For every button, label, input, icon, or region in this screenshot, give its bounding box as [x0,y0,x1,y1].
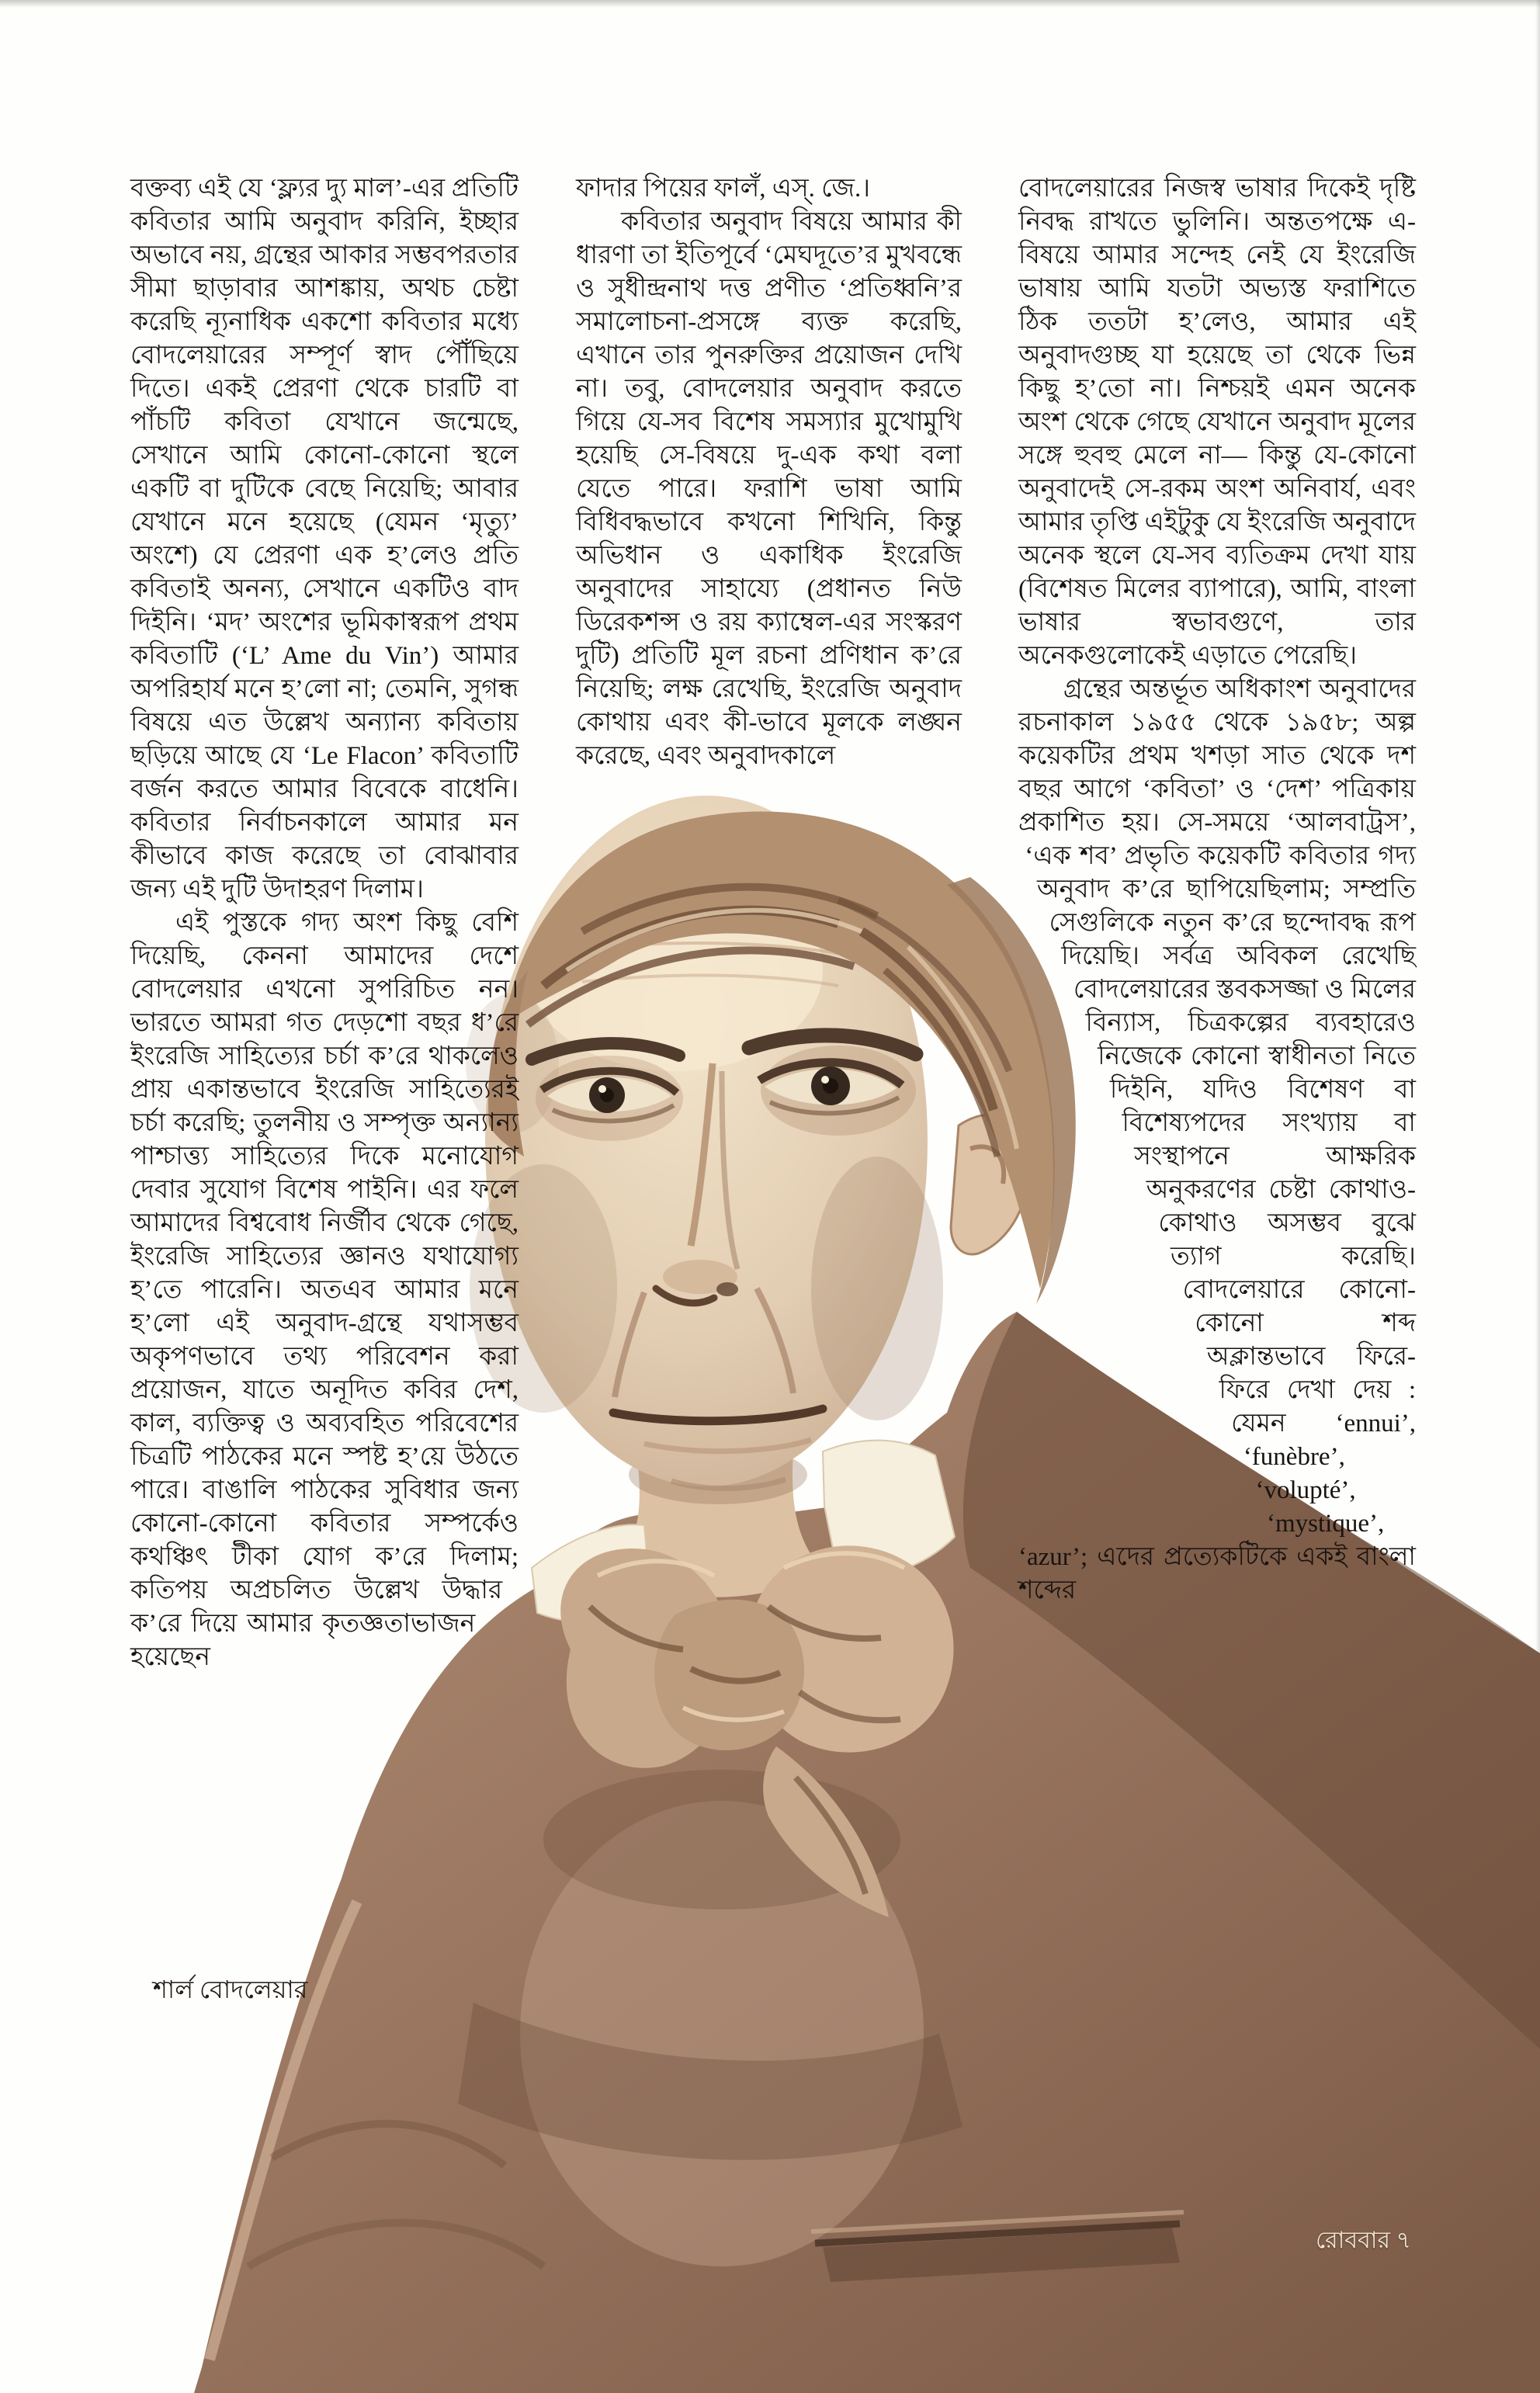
paragraph: বক্তব্য এই যে ‘ফ্ল্যর দ্যু মাল’-এর প্রতিটি কবিতার আমি অনুবাদ করিনি, ইচ্ছার অভাবে নয়, গ্রন্থের আকার সম্ভবপরতার সীমা ছাড়াবার আশঙ্কায়, অথচ চেষ্টা করেছি ন্যূনাধিক একশো কবিতার মধ্যে বোদলেয়ারের সম্পূর্ণ স্বাদ পৌঁছিয়ে দিতে। একই প্রেরণা থেকে চারটি বা পাঁচটি কবিতা যেখানে জন্মেছে, সেখানে আমি কোনো-কোনো স্থলে একটি বা দুটিকে বেছে নিয়েছি; আবার যেখানে মনে হয়েছে (যেমন ‘মৃত্যু’ অংশে) যে প্রেরণা এক হ’লেও প্রতি কবিতাই অনন্য, সেখানে একটিও বাদ দিইনি। ‘মদ’ অংশের ভূমিকাস্বরূপ প্রথম কবিতাটি (‘L’ Ame du Vin’) আমার অপরিহার্য মনে হ’লো না; তেমনি, সুগন্ধ বিষয়ে এত উল্লেখ অন্যান্য কবিতায় ছড়িয়ে আছে যে ‘Le Flacon’ কবিতাটি বর্জন করতে আমার বিবেকে বাধেনি। কবিতার নির্বাচনকালে আমার মন কীভাবে কাজ করেছে তা বোঝাবার জন্য এই দুটি উদাহরণ দিলাম। [130,175,519,903]
paragraph: এই পুস্তকে গদ্য অংশ কিছু বেশি দিয়েছি, কেননা আমাদের দেশে বোদলেয়ার এখনো সুপরিচিত নন। ভারতে আমরা গত দেড়শো বছর ধ’রে ইংরেজি সাহিত্যের চর্চা ক’রে থাকলেও প্রায় একান্তভাবে ইংরেজি সাহিত্যেরই চর্চা করেছি; তুলনীয় ও সম্পৃক্ত অন্যান্য পাশ্চাত্ত্য সাহিত্যের দিকে মনোযোগ দেবার সুযোগ বিশেষ পাইনি। এর ফলে আমাদের বিশ্ববোধ নির্জীব থেকে গেছে, ইংরেজি সাহিত্যের জ্ঞানও যথাযোগ্য হ’তে পারেনি। অতএব আমার মনে হ’লো এই অনুবাদ-গ্রন্থে যথাসম্ভব অকৃপণভাবে তথ্য পরিবেশন করা প্রয়োজন, যাতে অনূদিত কবির দেশ, কাল, ব্যক্তিত্ব ও অব্যবহিত পরিবেশের চিত্রটি পাঠকের মনে স্পষ্ট হ’য়ে উঠতে পারে। বাঙালি পাঠকের সুবিধার জন্য কোনো-কোনো কবিতার সম্পর্কেও কথঞ্চিৎ টীকা যোগ ক’রে দিলাম; কতিপয় অপ্রচলিত উল্লেখ উদ্ধার ক’রে দিয়ে আমার কৃতজ্ঞতাভাজন হয়েছেন [130,909,519,1671]
page-footer: রোববার ৭ [1316,2228,1411,2253]
photo-caption: শার্ল বোদলেয়ার [153,1975,308,2003]
paragraph: গ্রন্থের অন্তর্ভূত অধিকাংশ অনুবাদের রচনাকাল ১৯৫৫ থেকে ১৯৫৮; অল্প কয়েকটির প্রথম খশড়া সাত থেকে দশ বছর আগে ‘কবিতা’ ও ‘দেশ’ পত্রিকায় প্রকাশিত হয়। সে-সময়ে ‘আলবাট্রস’, ‘এক শব’ প্রভৃতি কয়েকটি কবিতার গদ্য অনুবাদ ক’রে ছাপিয়েছিলাম; সম্প্রতি সেগুলিকে নতুন ক’রে ছন্দোবদ্ধ রূপ দিয়েছি। সর্বত্র অবিকল রেখেছি বোদলেয়ারের স্তবকসজ্জা ও মিলের বিন্যাস, চিত্রকল্পের ব্যবহারেও নিজেকে কোনো স্বাধীনতা নিতে দিইনি, যদিও বিশেষণ বা বিশেষ্যপদের সংখ্যায় বা সংস্থাপনে আক্ষরিক অনুকরণের চেষ্টা কোথাও-কোথাও অসম্ভব বুঝে ত্যাগ করেছি। বোদলেয়ারে কোনো-কোনো শব্দ অক্লান্তভাবে ফিরে-ফিরে দেখা দেয় : যেমন ‘ennui’, ‘funèbre’, ‘volupté’, ‘mystique’, ‘azur’; এদের প্রত্যেকটিকে একই বাংলা শব্দের [1018,675,1416,1604]
scan-edge-top [0,0,1540,8]
paragraph: ফাদার পিয়ের ফালঁ, এস্. জে.। [576,175,871,203]
text-column-1 [130,172,519,1818]
text-column-3 [1018,172,1416,1604]
paragraph: বোদলেয়ারের নিজস্ব ভাষার দিকেই দৃষ্টি নিবদ্ধ রাখতে ভুলিনি। অন্ততপক্ষে এ-বিষয়ে আমার সন্দেহ নেই যে ইংরেজি ভাষায় আমি যতটা অভ্যস্ত ফরাশিতে ঠিক ততটা হ’লেও, আমার এই অনুবাদগুচ্ছ যা হয়েছে তা থেকে ভিন্ন কিছু হ’তো না। নিশ্চয়ই এমন অনেক অংশ থেকে গেছে যেখানে অনুবাদ মূলের সঙ্গে হুবহু মেলে না— কিন্তু যে-কোনো অনুবাদেই সে-রকম অংশ অনিবার্য, এবং আমার তৃপ্তি এইটুকু যে ইংরেজি অনুবাদে অনেক স্থলে যে-সব ব্যতিক্রম দেখা যায় (বিশেষত মিলের ব্যাপারে), আমি, বাংলা ভাষার স্বভাবগুণে, তার অনেকগুলোকেই এড়াতে পেরেছি। [1018,175,1416,670]
text-column-2 [576,172,962,1026]
paragraph: কবিতার অনুবাদ বিষয়ে আমার কী ধারণা তা ইতিপূর্বে ‘মেঘদূতে’র মুখবন্ধে ও সুধীন্দ্রনাথ দত্ত প্রণীত ‘প্রতিধ্বনি’র সমালোচনা-প্রসঙ্গে ব্যক্ত করেছি, এখানে তার পুনরুক্তির প্রয়োজন দেখি না। তবু, বোদলেয়ার অনুবাদ করতে গিয়ে যে-সব বিশেষ সমস্যার মুখোমুখি হয়েছি সে-বিষয়ে দু-এক কথা বলা যেতে পারে। ফরাশি ভাষা আমি বিধিবদ্ধভাবে কখনো শিখিনি, কিন্তু অভিধান ও একাধিক ইংরেজি অনুবাদের সাহায্যে (প্রধানত নিউ ডিরেকশন্স ও রয় ক্যাম্বেল-এর সংস্করণ দুটি) প্রতিটি মূল রচনা প্রণিধান ক’রে নিয়েছি; লক্ষ রেখেছি, ইংরেজি অনুবাদ কোথায় এবং কী-ভাবে মূলকে লঙ্ঘন করেছে, এবং অনুবাদকালে [576,208,962,770]
